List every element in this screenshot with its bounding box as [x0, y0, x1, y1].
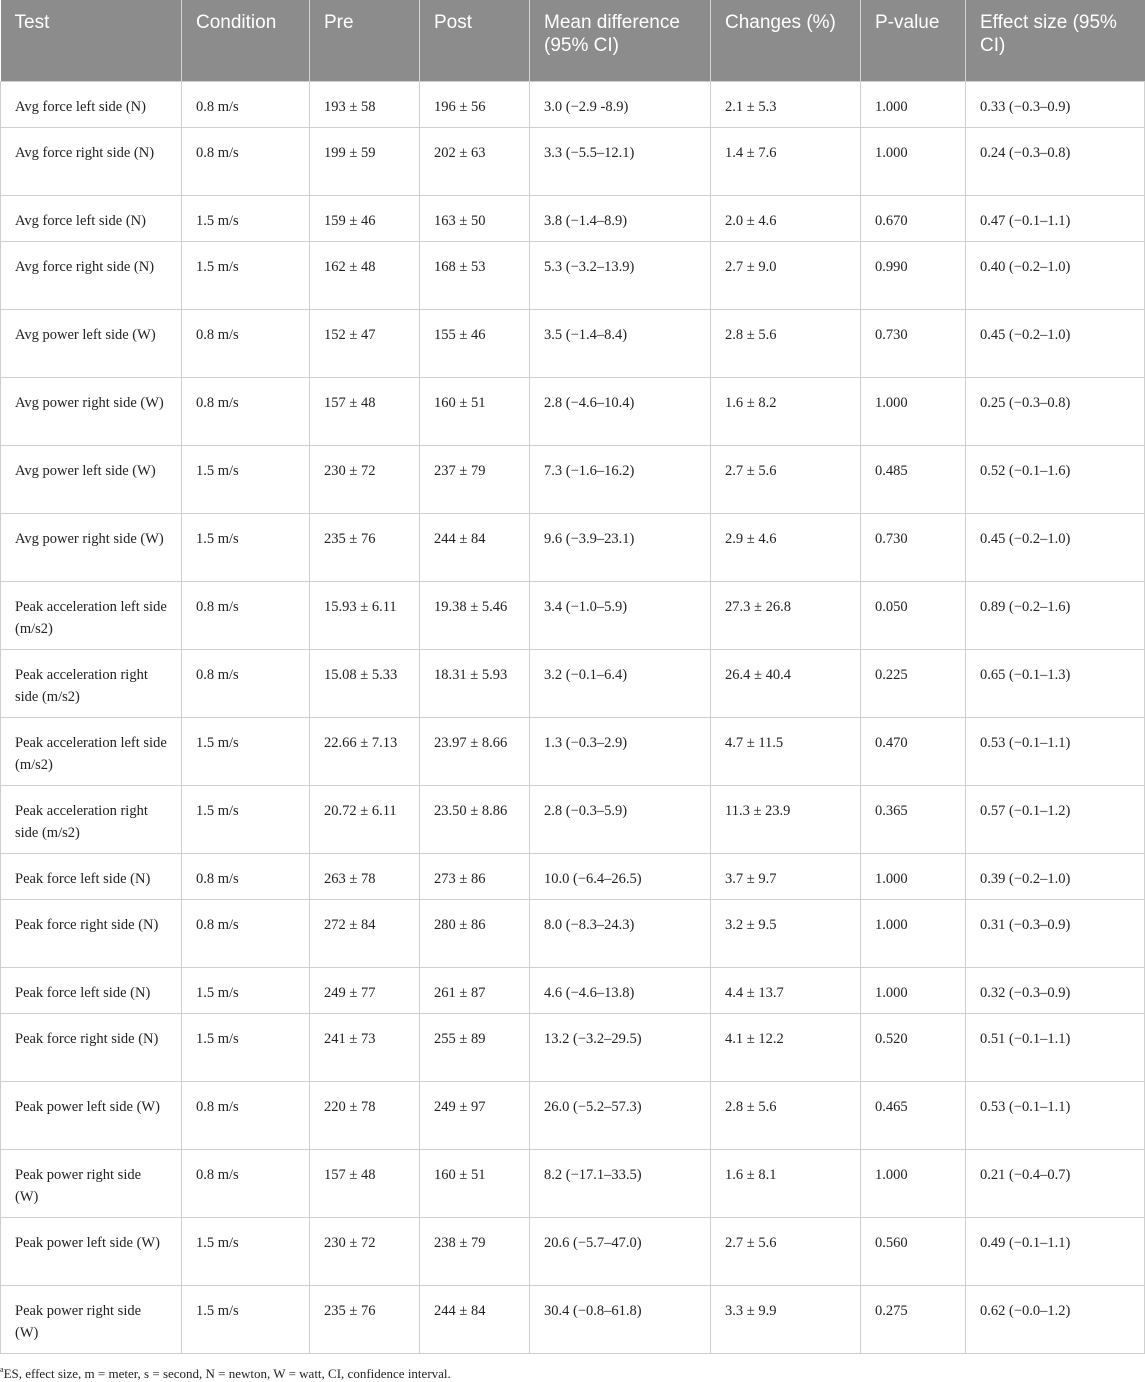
cell-mean-difference: 2.8 (−0.3–5.9) [530, 785, 711, 853]
cell-test: Peak force right side (N) [1, 1013, 182, 1081]
cell-test: Avg force right side (N) [1, 127, 182, 195]
cell-condition: 1.5 m/s [182, 1013, 310, 1081]
cell-post: 18.31 ± 5.93 [420, 649, 530, 717]
cell-p-value: 1.000 [861, 127, 966, 195]
cell-post: 202 ± 63 [420, 127, 530, 195]
footnote-marker: a [0, 1365, 4, 1374]
table-row [1, 1013, 1145, 1081]
cell-effect-size: 0.33 (−0.3–0.9) [966, 81, 1145, 127]
cell-pre: 235 ± 76 [310, 1285, 420, 1353]
cell-pre: 249 ± 77 [310, 967, 420, 1013]
table-row [1, 513, 1145, 581]
cell-mean-difference: 5.3 (−3.2–13.9) [530, 241, 711, 309]
cell-effect-size: 0.45 (−0.2–1.0) [966, 309, 1145, 377]
cell-mean-difference: 10.0 (−6.4–26.5) [530, 853, 711, 899]
cell-effect-size: 0.57 (−0.1–1.2) [966, 785, 1145, 853]
cell-mean-difference: 3.0 (−2.9 -8.9) [530, 81, 711, 127]
cell-mean-difference: 1.3 (−0.3–2.9) [530, 717, 711, 785]
header-row [1, 0, 1145, 81]
cell-changes: 2.7 ± 5.6 [711, 445, 861, 513]
cell-effect-size: 0.31 (−0.3–0.9) [966, 899, 1145, 967]
col-header-pre: Pre [310, 0, 420, 81]
cell-test: Avg power left side (W) [1, 445, 182, 513]
cell-changes: 2.8 ± 5.6 [711, 309, 861, 377]
cell-condition: 1.5 m/s [182, 1217, 310, 1285]
cell-p-value: 0.730 [861, 309, 966, 377]
cell-effect-size: 0.24 (−0.3–0.8) [966, 127, 1145, 195]
cell-effect-size: 0.25 (−0.3–0.8) [966, 377, 1145, 445]
cell-test: Peak acceleration left side (m/s2) [1, 717, 182, 785]
cell-effect-size: 0.51 (−0.1–1.1) [966, 1013, 1145, 1081]
cell-pre: 272 ± 84 [310, 899, 420, 967]
cell-post: 23.50 ± 8.86 [420, 785, 530, 853]
cell-changes: 26.4 ± 40.4 [711, 649, 861, 717]
cell-condition: 0.8 m/s [182, 127, 310, 195]
cell-post: 160 ± 51 [420, 1149, 530, 1217]
cell-changes: 3.2 ± 9.5 [711, 899, 861, 967]
cell-test: Avg force left side (N) [1, 81, 182, 127]
cell-mean-difference: 3.3 (−5.5–12.1) [530, 127, 711, 195]
cell-p-value: 1.000 [861, 853, 966, 899]
cell-post: 244 ± 84 [420, 1285, 530, 1353]
cell-condition: 0.8 m/s [182, 1081, 310, 1149]
cell-changes: 2.1 ± 5.3 [711, 81, 861, 127]
cell-effect-size: 0.53 (−0.1–1.1) [966, 717, 1145, 785]
cell-pre: 199 ± 59 [310, 127, 420, 195]
table-row [1, 241, 1145, 309]
cell-test: Avg force right side (N) [1, 241, 182, 309]
cell-post: 168 ± 53 [420, 241, 530, 309]
cell-pre: 157 ± 48 [310, 377, 420, 445]
cell-changes: 3.7 ± 9.7 [711, 853, 861, 899]
cell-mean-difference: 30.4 (−0.8–61.8) [530, 1285, 711, 1353]
cell-test: Avg force left side (N) [1, 195, 182, 241]
cell-test: Peak power right side (W) [1, 1285, 182, 1353]
cell-effect-size: 0.89 (−0.2–1.6) [966, 581, 1145, 649]
cell-post: 238 ± 79 [420, 1217, 530, 1285]
table-row [1, 1081, 1145, 1149]
cell-p-value: 1.000 [861, 377, 966, 445]
cell-p-value: 0.465 [861, 1081, 966, 1149]
cell-condition: 0.8 m/s [182, 649, 310, 717]
cell-post: 255 ± 89 [420, 1013, 530, 1081]
cell-test: Avg power left side (W) [1, 309, 182, 377]
cell-changes: 2.7 ± 5.6 [711, 1217, 861, 1285]
cell-effect-size: 0.32 (−0.3–0.9) [966, 967, 1145, 1013]
cell-effect-size: 0.52 (−0.1–1.6) [966, 445, 1145, 513]
cell-changes: 2.8 ± 5.6 [711, 1081, 861, 1149]
cell-effect-size: 0.39 (−0.2–1.0) [966, 853, 1145, 899]
cell-condition: 0.8 m/s [182, 1149, 310, 1217]
table-row [1, 1217, 1145, 1285]
cell-mean-difference: 3.5 (−1.4–8.4) [530, 309, 711, 377]
cell-condition: 1.5 m/s [182, 513, 310, 581]
cell-effect-size: 0.47 (−0.1–1.1) [966, 195, 1145, 241]
cell-test: Peak force left side (N) [1, 853, 182, 899]
cell-post: 244 ± 84 [420, 513, 530, 581]
cell-test: Peak acceleration right side (m/s2) [1, 649, 182, 717]
cell-changes: 11.3 ± 23.9 [711, 785, 861, 853]
cell-condition: 1.5 m/s [182, 967, 310, 1013]
cell-test: Peak acceleration left side (m/s2) [1, 581, 182, 649]
cell-pre: 157 ± 48 [310, 1149, 420, 1217]
cell-condition: 0.8 m/s [182, 377, 310, 445]
cell-post: 19.38 ± 5.46 [420, 581, 530, 649]
cell-effect-size: 0.21 (−0.4–0.7) [966, 1149, 1145, 1217]
cell-condition: 1.5 m/s [182, 445, 310, 513]
cell-changes: 4.1 ± 12.2 [711, 1013, 861, 1081]
cell-condition: 1.5 m/s [182, 717, 310, 785]
table-row [1, 309, 1145, 377]
table-row [1, 195, 1145, 241]
cell-mean-difference: 3.8 (−1.4–8.9) [530, 195, 711, 241]
table-row [1, 581, 1145, 649]
cell-changes: 4.7 ± 11.5 [711, 717, 861, 785]
table-row [1, 899, 1145, 967]
table-row [1, 785, 1145, 853]
cell-mean-difference: 2.8 (−4.6–10.4) [530, 377, 711, 445]
cell-post: 249 ± 97 [420, 1081, 530, 1149]
col-header-mean-difference: Mean difference (95% CI) [530, 0, 711, 81]
table-row [1, 445, 1145, 513]
cell-changes: 1.4 ± 7.6 [711, 127, 861, 195]
cell-mean-difference: 26.0 (−5.2–57.3) [530, 1081, 711, 1149]
cell-changes: 2.9 ± 4.6 [711, 513, 861, 581]
cell-test: Peak power right side (W) [1, 1149, 182, 1217]
cell-p-value: 0.670 [861, 195, 966, 241]
cell-p-value: 1.000 [861, 967, 966, 1013]
cell-post: 23.97 ± 8.66 [420, 717, 530, 785]
cell-pre: 220 ± 78 [310, 1081, 420, 1149]
table-footnote [0, 1366, 451, 1382]
cell-test: Peak force right side (N) [1, 899, 182, 967]
cell-changes: 1.6 ± 8.2 [711, 377, 861, 445]
footnote-text: ES, effect size, m = meter, s = second, N = newton, W = watt, CI, confidence interval. [3, 1366, 451, 1381]
col-header-p-value: P-value [861, 0, 966, 81]
cell-effect-size: 0.40 (−0.2–1.0) [966, 241, 1145, 309]
cell-changes: 2.7 ± 9.0 [711, 241, 861, 309]
cell-effect-size: 0.62 (−0.0–1.2) [966, 1285, 1145, 1353]
cell-p-value: 0.730 [861, 513, 966, 581]
cell-pre: 235 ± 76 [310, 513, 420, 581]
table-row [1, 1149, 1145, 1217]
cell-pre: 241 ± 73 [310, 1013, 420, 1081]
cell-mean-difference: 13.2 (−3.2–29.5) [530, 1013, 711, 1081]
cell-changes: 1.6 ± 8.1 [711, 1149, 861, 1217]
col-header-test: Test [1, 0, 182, 81]
cell-condition: 1.5 m/s [182, 1285, 310, 1353]
cell-mean-difference: 3.4 (−1.0–5.9) [530, 581, 711, 649]
cell-test: Peak power left side (W) [1, 1081, 182, 1149]
cell-p-value: 1.000 [861, 81, 966, 127]
cell-pre: 152 ± 47 [310, 309, 420, 377]
cell-test: Peak power left side (W) [1, 1217, 182, 1285]
cell-post: 163 ± 50 [420, 195, 530, 241]
cell-test: Avg power right side (W) [1, 513, 182, 581]
cell-test: Peak force left side (N) [1, 967, 182, 1013]
cell-p-value: 0.470 [861, 717, 966, 785]
cell-effect-size: 0.45 (−0.2–1.0) [966, 513, 1145, 581]
cell-post: 261 ± 87 [420, 967, 530, 1013]
cell-p-value: 0.520 [861, 1013, 966, 1081]
cell-p-value: 0.050 [861, 581, 966, 649]
cell-changes: 2.0 ± 4.6 [711, 195, 861, 241]
cell-post: 280 ± 86 [420, 899, 530, 967]
table-row [1, 1285, 1145, 1353]
cell-condition: 1.5 m/s [182, 785, 310, 853]
cell-post: 160 ± 51 [420, 377, 530, 445]
cell-mean-difference: 8.2 (−17.1–33.5) [530, 1149, 711, 1217]
cell-post: 155 ± 46 [420, 309, 530, 377]
cell-condition: 1.5 m/s [182, 241, 310, 309]
cell-mean-difference: 7.3 (−1.6–16.2) [530, 445, 711, 513]
cell-pre: 15.93 ± 6.11 [310, 581, 420, 649]
col-header-changes: Changes (%) [711, 0, 861, 81]
cell-test: Peak acceleration right side (m/s2) [1, 785, 182, 853]
cell-pre: 15.08 ± 5.33 [310, 649, 420, 717]
cell-mean-difference: 9.6 (−3.9–23.1) [530, 513, 711, 581]
cell-condition: 0.8 m/s [182, 309, 310, 377]
cell-pre: 263 ± 78 [310, 853, 420, 899]
cell-condition: 0.8 m/s [182, 853, 310, 899]
cell-changes: 3.3 ± 9.9 [711, 1285, 861, 1353]
col-header-condition: Condition [182, 0, 310, 81]
cell-p-value: 0.275 [861, 1285, 966, 1353]
cell-pre: 230 ± 72 [310, 445, 420, 513]
table-row [1, 717, 1145, 785]
cell-mean-difference: 4.6 (−4.6–13.8) [530, 967, 711, 1013]
col-header-effect-size: Effect size (95% CI) [966, 0, 1145, 81]
cell-condition: 0.8 m/s [182, 581, 310, 649]
cell-post: 196 ± 56 [420, 81, 530, 127]
cell-p-value: 0.365 [861, 785, 966, 853]
cell-pre: 162 ± 48 [310, 241, 420, 309]
cell-condition: 1.5 m/s [182, 195, 310, 241]
table-row [1, 81, 1145, 127]
cell-pre: 193 ± 58 [310, 81, 420, 127]
cell-mean-difference: 8.0 (−8.3–24.3) [530, 899, 711, 967]
cell-p-value: 0.485 [861, 445, 966, 513]
cell-p-value: 1.000 [861, 899, 966, 967]
col-header-post: Post [420, 0, 530, 81]
cell-post: 237 ± 79 [420, 445, 530, 513]
table-row [1, 377, 1145, 445]
cell-effect-size: 0.65 (−0.1–1.3) [966, 649, 1145, 717]
cell-condition: 0.8 m/s [182, 81, 310, 127]
cell-changes: 4.4 ± 13.7 [711, 967, 861, 1013]
cell-post: 273 ± 86 [420, 853, 530, 899]
cell-pre: 20.72 ± 6.11 [310, 785, 420, 853]
cell-mean-difference: 3.2 (−0.1–6.4) [530, 649, 711, 717]
cell-changes: 27.3 ± 26.8 [711, 581, 861, 649]
table-row [1, 967, 1145, 1013]
table-row [1, 853, 1145, 899]
cell-p-value: 1.000 [861, 1149, 966, 1217]
cell-test: Avg power right side (W) [1, 377, 182, 445]
cell-p-value: 0.225 [861, 649, 966, 717]
cell-pre: 22.66 ± 7.13 [310, 717, 420, 785]
cell-pre: 230 ± 72 [310, 1217, 420, 1285]
cell-effect-size: 0.49 (−0.1–1.1) [966, 1217, 1145, 1285]
cell-p-value: 0.560 [861, 1217, 966, 1285]
cell-pre: 159 ± 46 [310, 195, 420, 241]
cell-effect-size: 0.53 (−0.1–1.1) [966, 1081, 1145, 1149]
cell-p-value: 0.990 [861, 241, 966, 309]
table-row [1, 649, 1145, 717]
table-row [1, 127, 1145, 195]
cell-mean-difference: 20.6 (−5.7–47.0) [530, 1217, 711, 1285]
cell-condition: 0.8 m/s [182, 899, 310, 967]
